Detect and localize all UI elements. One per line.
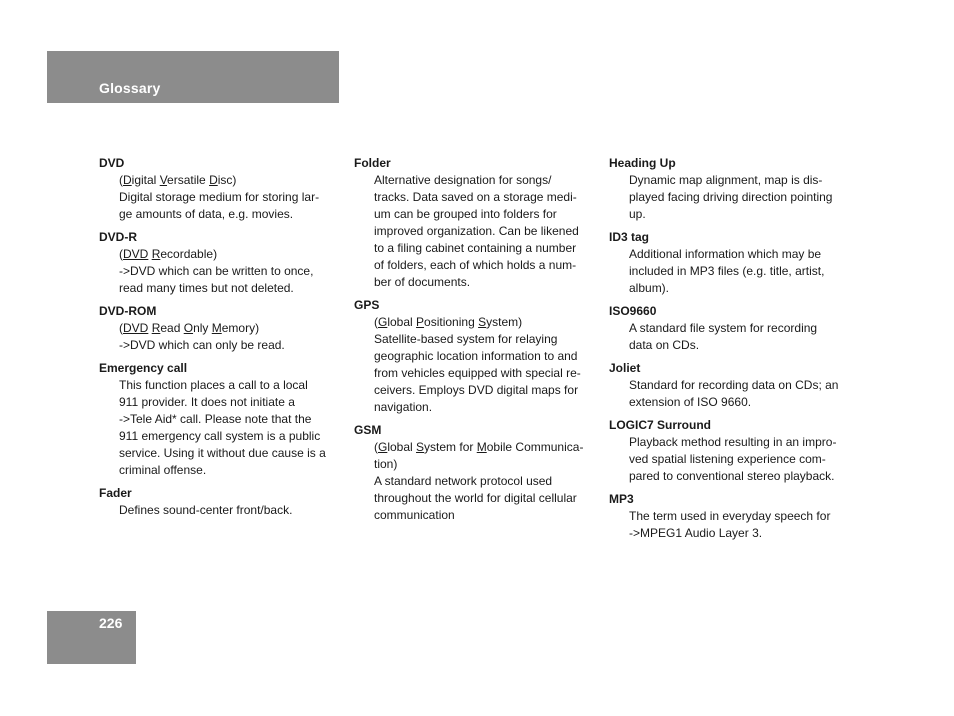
- page-title: Glossary: [99, 80, 161, 96]
- glossary-entry: [609, 491, 853, 542]
- definition-text: Standard for recording data on CDs; an: [629, 378, 839, 392]
- definition-line: [119, 337, 339, 354]
- glossary-definition: [629, 434, 853, 485]
- glossary-entry: [99, 229, 339, 297]
- definition-line: [374, 274, 596, 291]
- definition-line: [374, 314, 596, 331]
- underlined-initial: P: [416, 315, 425, 329]
- definition-text: communication: [374, 508, 455, 522]
- definition-line: [629, 468, 853, 485]
- definition-line: [629, 451, 853, 468]
- glossary-definition: [629, 508, 853, 542]
- definition-line: [629, 206, 853, 223]
- definition-line: [119, 189, 339, 206]
- definition-text: 911 provider. It does not initiate a: [119, 395, 295, 409]
- underlined-initial: S: [416, 440, 425, 454]
- glossary-column-3: [609, 155, 853, 548]
- glossary-term: GPS: [354, 298, 380, 312]
- glossary-definition: [119, 246, 339, 297]
- definition-line: [119, 377, 339, 394]
- glossary-entry: [99, 155, 339, 223]
- definition-text: Defines sound-center front/back.: [119, 503, 293, 517]
- glossary-definition: [119, 320, 339, 354]
- glossary-term: LOGIC7 Surround: [609, 418, 711, 432]
- definition-text: ystem for: [424, 440, 477, 454]
- definition-line: [629, 320, 853, 337]
- definition-text: throughout the world for digital cellular: [374, 491, 577, 505]
- definition-line: [119, 320, 339, 337]
- underlined-initial: R: [151, 247, 161, 261]
- glossary-term: Joliet: [609, 361, 641, 375]
- glossary-definition: [629, 377, 853, 411]
- definition-line: [119, 411, 339, 428]
- definition-text: pared to conventional stereo playback.: [629, 469, 835, 483]
- definition-text: igital: [131, 173, 160, 187]
- definition-text: included in MP3 files (e.g. title, artist,: [629, 264, 825, 278]
- definition-text: (: [374, 440, 378, 454]
- definition-line: [119, 206, 339, 223]
- definition-line: [119, 246, 339, 263]
- definition-text: to a filing cabinet containing a number: [374, 241, 577, 255]
- definition-line: [629, 172, 853, 189]
- definition-line: [374, 439, 596, 456]
- definition-text: tion): [374, 457, 398, 471]
- definition-text: Digital storage medium for storing lar-: [119, 190, 320, 204]
- definition-text: ystem): [486, 315, 523, 329]
- underlined-initial: R: [151, 321, 161, 335]
- definition-line: [629, 246, 853, 263]
- underlined-initial: O: [183, 321, 194, 335]
- definition-line: [629, 525, 853, 542]
- definition-line: [629, 377, 853, 394]
- definition-text: A standard file system for recording: [629, 321, 818, 335]
- page-number-tab: [47, 611, 136, 664]
- glossary-term: ID3 tag: [609, 230, 650, 244]
- definition-text: navigation.: [374, 400, 433, 414]
- definition-text: lobal: [387, 440, 417, 454]
- glossary-entry: [99, 303, 339, 354]
- definition-line: [374, 382, 596, 399]
- definition-line: [629, 189, 853, 206]
- definition-text: album).: [629, 281, 670, 295]
- page-number: 226: [99, 615, 123, 631]
- definition-line: [374, 399, 596, 416]
- definition-text: um can be grouped into folders for: [374, 207, 557, 221]
- underlined-initial: M: [211, 321, 222, 335]
- glossary-entry: [609, 417, 853, 485]
- definition-line: [374, 348, 596, 365]
- definition-text: (: [119, 173, 123, 187]
- definition-text: tracks. Data saved on a storage medi-: [374, 190, 577, 204]
- definition-line: [374, 240, 596, 257]
- definition-text: read many times but not deleted.: [119, 281, 294, 295]
- definition-line: [629, 337, 853, 354]
- definition-text: ved spatial listening experience com-: [629, 452, 826, 466]
- underlined-initial: DVD: [123, 321, 149, 335]
- glossary-column-1: [99, 155, 339, 525]
- glossary-entry: [609, 155, 853, 223]
- glossary-term: Heading Up: [609, 156, 676, 170]
- underlined-initial: V: [159, 173, 168, 187]
- definition-text: Dynamic map alignment, map is dis-: [629, 173, 823, 187]
- definition-text: ecordable): [160, 247, 218, 261]
- definition-line: [119, 502, 339, 519]
- definition-text: ->DVD which can only be read.: [119, 338, 285, 352]
- definition-text: Satellite-based system for relaying: [374, 332, 558, 346]
- glossary-entry: [99, 360, 339, 479]
- definition-line: [374, 490, 596, 507]
- underlined-initial: D: [123, 173, 132, 187]
- definition-line: [629, 508, 853, 525]
- definition-line: [374, 331, 596, 348]
- glossary-term: GSM: [354, 423, 382, 437]
- glossary-entry: [609, 303, 853, 354]
- definition-text: of folders, each of which holds a num-: [374, 258, 577, 272]
- definition-line: [119, 428, 339, 445]
- definition-text: (: [119, 247, 123, 261]
- definition-text: 911 emergency call system is a public: [119, 429, 321, 443]
- glossary-entry: [354, 297, 596, 416]
- glossary-definition: [374, 439, 596, 524]
- glossary-term: MP3: [609, 492, 634, 506]
- definition-line: [374, 172, 596, 189]
- definition-line: [119, 462, 339, 479]
- glossary-entry: [354, 422, 596, 524]
- glossary-term: DVD: [99, 156, 125, 170]
- definition-text: ->MPEG1 Audio Layer 3.: [629, 526, 763, 540]
- definition-text: service. Using it without due cause is a: [119, 446, 326, 460]
- definition-text: improved organization. Can be likened: [374, 224, 579, 238]
- glossary-definition: [629, 246, 853, 297]
- definition-text: The term used in everyday speech for: [629, 509, 831, 523]
- definition-text: ->Tele Aid* call. Please note that the: [119, 412, 312, 426]
- definition-text: ge amounts of data, e.g. movies.: [119, 207, 294, 221]
- definition-text: nly: [193, 321, 212, 335]
- definition-text: emory): [221, 321, 260, 335]
- definition-text: Playback method resulting in an impro-: [629, 435, 837, 449]
- glossary-definition: [374, 314, 596, 416]
- definition-line: [374, 365, 596, 382]
- glossary-definition: [629, 320, 853, 354]
- definition-line: [374, 507, 596, 524]
- definition-line: [374, 189, 596, 206]
- glossary-entry: [354, 155, 596, 291]
- glossary-definition: [119, 172, 339, 223]
- definition-line: [374, 456, 596, 473]
- definition-line: [629, 280, 853, 297]
- underlined-initial: G: [378, 440, 388, 454]
- definition-line: [629, 434, 853, 451]
- definition-line: [374, 206, 596, 223]
- definition-text: ersatile: [167, 173, 210, 187]
- underlined-initial: D: [209, 173, 218, 187]
- glossary-term: DVD-ROM: [99, 304, 157, 318]
- underlined-initial: DVD: [123, 247, 149, 261]
- definition-text: lobal: [387, 315, 417, 329]
- glossary-term: Emergency call: [99, 361, 188, 375]
- glossary-term: DVD-R: [99, 230, 137, 244]
- definition-line: [119, 394, 339, 411]
- definition-text: ber of documents.: [374, 275, 471, 289]
- header-tab: [47, 51, 339, 103]
- glossary-column-2: [354, 155, 596, 530]
- definition-text: extension of ISO 9660.: [629, 395, 752, 409]
- definition-text: This function places a call to a local: [119, 378, 308, 392]
- definition-line: [629, 394, 853, 411]
- glossary-term: ISO9660: [609, 304, 657, 318]
- glossary-entry: [609, 360, 853, 411]
- definition-text: Additional information which may be: [629, 247, 822, 261]
- definition-text: (: [374, 315, 378, 329]
- definition-text: data on CDs.: [629, 338, 700, 352]
- underlined-initial: S: [478, 315, 487, 329]
- definition-text: geographic location information to and: [374, 349, 578, 363]
- underlined-initial: M: [476, 440, 487, 454]
- glossary-term: Fader: [99, 486, 132, 500]
- definition-text: ->DVD which can be written to once,: [119, 264, 314, 278]
- definition-text: played facing driving direction pointing: [629, 190, 833, 204]
- definition-text: (: [119, 321, 123, 335]
- definition-line: [119, 263, 339, 280]
- glossary-definition: [374, 172, 596, 291]
- definition-text: ceivers. Employs DVD digital maps for: [374, 383, 579, 397]
- glossary-entry: [609, 229, 853, 297]
- glossary-definition: [629, 172, 853, 223]
- definition-text: criminal offense.: [119, 463, 207, 477]
- definition-text: from vehicles equipped with special re-: [374, 366, 581, 380]
- definition-line: [374, 257, 596, 274]
- definition-line: [119, 172, 339, 189]
- definition-text: obile Communica-: [486, 440, 584, 454]
- definition-text: Alternative designation for songs/: [374, 173, 552, 187]
- definition-text: A standard network protocol used: [374, 474, 553, 488]
- glossary-term: Folder: [354, 156, 391, 170]
- definition-line: [119, 445, 339, 462]
- definition-text: ead: [160, 321, 184, 335]
- definition-line: [119, 280, 339, 297]
- definition-text: ositioning: [424, 315, 479, 329]
- definition-line: [374, 473, 596, 490]
- definition-line: [374, 223, 596, 240]
- underlined-initial: G: [378, 315, 388, 329]
- definition-text: isc): [217, 173, 237, 187]
- glossary-entry: [99, 485, 339, 519]
- definition-text: up.: [629, 207, 646, 221]
- glossary-definition: [119, 502, 339, 519]
- definition-line: [629, 263, 853, 280]
- glossary-definition: [119, 377, 339, 479]
